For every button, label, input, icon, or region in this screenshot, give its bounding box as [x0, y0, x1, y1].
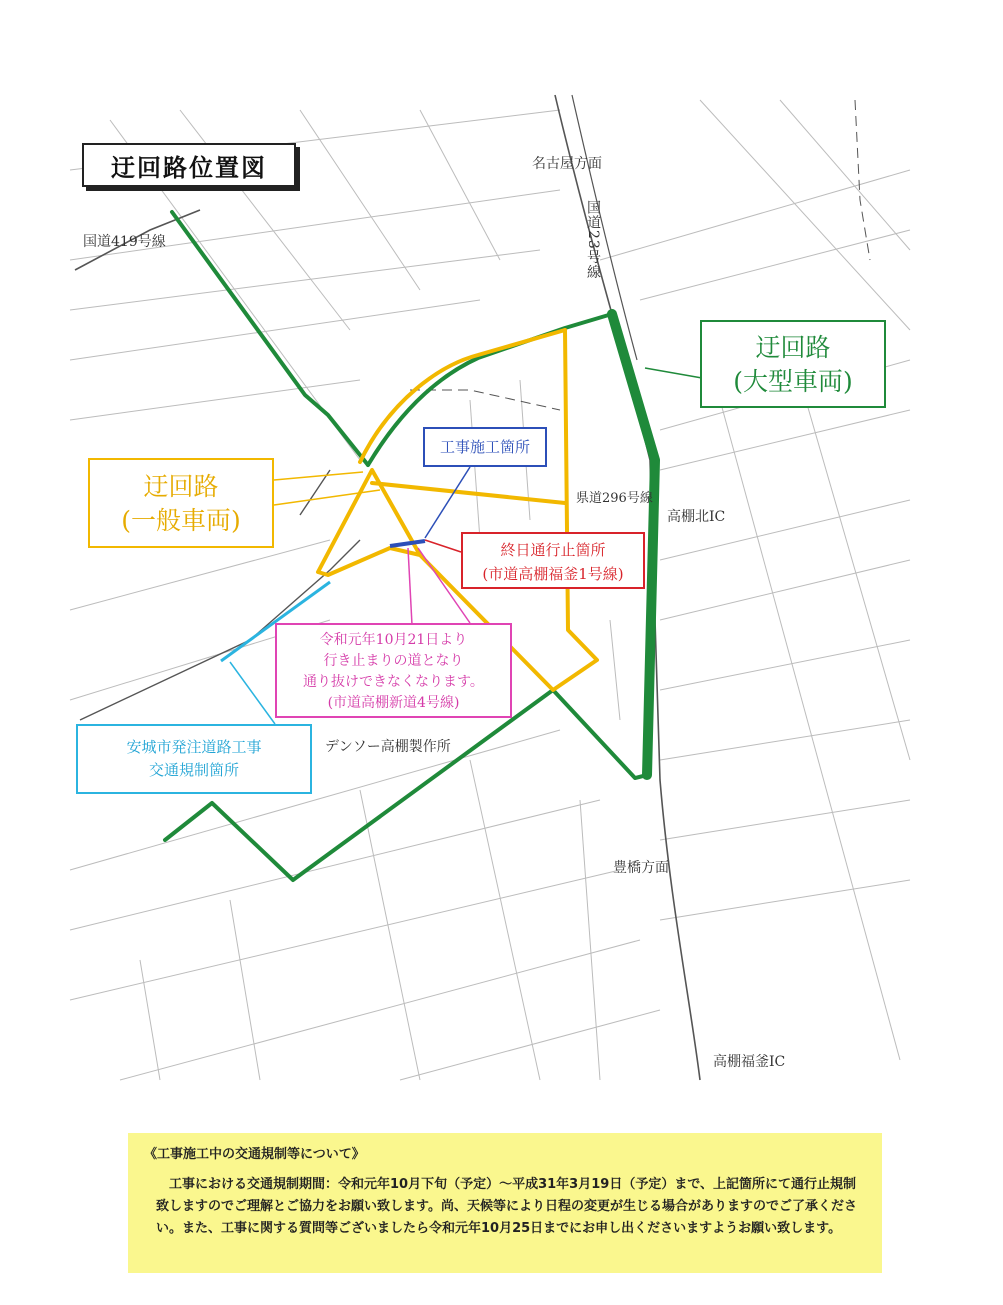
callout-line: 終日通行止箇所	[500, 541, 606, 559]
dead-end-callout	[275, 623, 512, 718]
callout-line: (市道高棚新道4号線)	[327, 695, 460, 711]
route419-label: 国道419号線	[83, 234, 166, 250]
general-vehicle-detour-callout	[88, 458, 274, 548]
denso-factory-label: デンソー高棚製作所	[325, 739, 451, 755]
toyohashi-direction-label: 豊橋方面	[613, 860, 669, 876]
anjo-road-works-callout	[76, 724, 312, 794]
callout-line: 安城市発注道路工事	[126, 738, 262, 756]
closure-segment	[390, 541, 425, 546]
callout-line: 迂回路	[143, 472, 219, 501]
takatana-north-ic-label: 高棚北IC	[667, 509, 726, 525]
route23-label: 国道23号線	[585, 200, 601, 280]
nagoya-direction-label: 名古屋方面	[532, 156, 602, 172]
construction-site-callout: 工事施工箇所	[423, 427, 547, 467]
callout-line: 令和元年10月21日より	[319, 632, 468, 648]
callout-line: 迂回路	[755, 333, 831, 362]
large-vehicle-detour-callout	[700, 320, 886, 408]
traffic-regulation-notice	[128, 1133, 882, 1273]
takatana-fukukama-ic-label: 高棚福釜IC	[713, 1054, 786, 1070]
callout-line: (大型車両)	[733, 367, 853, 396]
callout-line: (一般車両)	[121, 506, 241, 535]
all-day-closure-callout	[461, 532, 645, 589]
callout-line: 行き止まりの道となり	[323, 653, 464, 669]
pref-route296-label: 県道296号線	[576, 491, 653, 506]
map-title: 迂回路位置図	[82, 143, 296, 187]
callout-line: 交通規制箇所	[148, 761, 239, 779]
notice-body: 工事における交通規制期間：令和元年10月下旬（予定）～平成31年3月19日（予定）まで、上記箇所にて通行止規制致しますのでご理解とご協力をお願い致します。尚、天候等により日程の変更が生じる場合がありますのでご了承ください。また、工事に関する質問等ございましたら令和元年10月25日までにお申し出くださいますようお願い致します。	[156, 1177, 857, 1236]
callout-line: 通り抜けできなくなります。	[303, 674, 484, 690]
callout-line: (市道高棚福釜1号線)	[482, 565, 624, 583]
notice-title: 《工事施工中の交通規制等について》	[144, 1147, 365, 1162]
